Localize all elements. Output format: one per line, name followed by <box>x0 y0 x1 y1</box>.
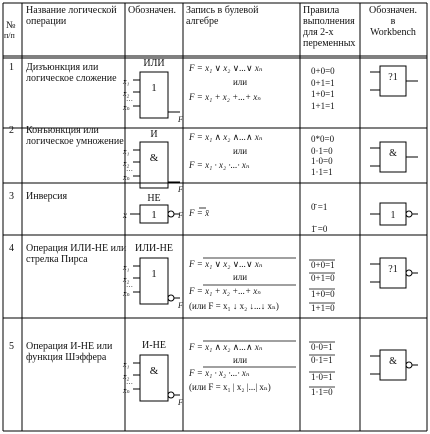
operation-name: логическое умножение <box>26 136 124 147</box>
gate-output-label: F <box>178 115 183 124</box>
header-workbench: Workbench <box>370 27 416 38</box>
gate-input-label: xₙ <box>123 103 130 112</box>
gate-symbol-5 <box>122 355 183 407</box>
operation-name: Дизъюнкция или <box>26 62 99 73</box>
header-algebra: Запись в булевой <box>186 5 259 16</box>
gate-label: & <box>149 152 159 164</box>
gate-input-label: xₙ <box>123 386 130 395</box>
operation-name: Конъюнкция или <box>26 125 99 136</box>
gate-label: & <box>149 365 159 377</box>
row-number: 2 <box>9 125 14 136</box>
rule: 0̄ =1 <box>311 202 328 212</box>
gate-input-label: x₁ <box>123 147 130 156</box>
rule: 0+1=1 <box>311 78 335 88</box>
formula-or: или <box>232 355 248 365</box>
operation-name: Операция ИЛИ-НЕ или <box>26 243 127 254</box>
workbench-label: & <box>389 148 397 159</box>
rule: 1·0=1 <box>311 372 333 382</box>
formula-line: F = x₁ + x₂ +...+ xₙ <box>189 92 261 102</box>
gate-label: 1 <box>151 268 157 280</box>
rule: 0+0=0 <box>311 66 335 76</box>
rule: 1+0=0 <box>311 289 335 299</box>
formula-line: F = x₁ · x₂ ·...· xₙ <box>189 368 250 378</box>
formula-line: F = x₁ ∨ x₂ ∨...∨ xₙ <box>189 259 263 269</box>
row-number: 4 <box>9 243 14 254</box>
workbench-symbol-1 <box>370 66 418 96</box>
header-workbench: в <box>390 16 396 27</box>
operation-name: функция Шэффера <box>26 352 107 363</box>
header-rules: для 2-х <box>303 27 334 38</box>
rule: 1·0=0 <box>311 156 333 166</box>
gate-label: 1 <box>151 82 157 94</box>
workbench-label: & <box>389 356 397 367</box>
gate-input-label: x₂ <box>123 159 130 168</box>
formula-or: или <box>232 146 248 156</box>
gate-symbol-4 <box>122 258 183 310</box>
workbench-symbol-4 <box>370 258 418 288</box>
row-number: 3 <box>9 191 14 202</box>
rule: 1+1=0 <box>311 303 335 313</box>
gate-symbol-3 <box>122 205 183 223</box>
rule: 0+0=1 <box>311 260 335 270</box>
rule: 1+1=1 <box>311 101 335 111</box>
gate-label: 1 <box>151 209 157 221</box>
formula-or: или <box>232 272 248 282</box>
rule: 1·1=0 <box>311 387 333 397</box>
gate-input-label: xₙ <box>123 173 130 182</box>
workbench-symbol-2 <box>370 142 418 172</box>
gate-output-label: F <box>178 398 183 407</box>
formula-line: (или F = x₁ | x₂ |...| xₙ) <box>189 382 271 392</box>
rule: 0·1=0 <box>311 146 333 156</box>
workbench-symbol-3 <box>370 203 418 225</box>
workbench-label: ?1 <box>388 264 398 275</box>
symbol-title: ИЛИ-НЕ <box>135 243 173 254</box>
formula-line: F = x₁ ∧ x₂ ∧...∧ xₙ <box>189 342 263 352</box>
rule: 0·0=1 <box>311 342 333 352</box>
rule: 1+0=1 <box>311 89 335 99</box>
operation-name: Операция И-НЕ или <box>26 341 113 352</box>
gate-symbol-2 <box>122 142 183 194</box>
formula-or: или <box>232 77 248 87</box>
formula-line: F = x̄ <box>189 208 210 218</box>
gate-input-label: x <box>123 210 127 220</box>
header-rules: переменных <box>303 38 356 49</box>
header-num: № <box>6 20 16 31</box>
header-num-sub: п/п <box>4 31 15 40</box>
symbol-title: И <box>150 129 158 140</box>
header-workbench: Обозначен. <box>369 5 417 16</box>
rule: 0*0=0 <box>311 134 335 144</box>
header-name: Название логической <box>26 5 117 16</box>
header-rules: Правила <box>303 5 340 16</box>
ellipsis: … <box>126 95 133 103</box>
formula-line: F = x₁ + x₂ +...+ xₙ <box>189 286 261 296</box>
rule: 0·1=1 <box>311 355 333 365</box>
gate-output-label: F <box>178 211 183 220</box>
formula-line: F = x₁ ∧ x₂ ∧...∧ xₙ <box>189 132 263 142</box>
row-number: 5 <box>9 341 14 352</box>
rule: 1·1=1 <box>311 167 333 177</box>
workbench-label: ?1 <box>388 72 398 83</box>
rule: 1̄ =0 <box>311 224 328 234</box>
workbench-label: 1 <box>390 210 396 221</box>
ellipsis: … <box>126 281 133 289</box>
header-algebra: алгебре <box>186 16 219 27</box>
symbol-title: И-НЕ <box>142 340 166 351</box>
operation-name: логическое сложение <box>26 73 117 84</box>
gate-output-label: F <box>178 185 183 194</box>
gate-input-label: xₙ <box>123 289 130 298</box>
formula-line: (или F = x₁ ↓ x₂ ↓...↓ xₙ) <box>189 301 279 311</box>
symbol-title: НЕ <box>147 193 161 204</box>
gate-input-label: x₂ <box>123 275 130 284</box>
ellipsis: … <box>126 378 133 386</box>
gate-input-label: x₁ <box>123 77 130 86</box>
rule: 0+1=0 <box>311 273 335 283</box>
operation-name: стрелка Пирса <box>26 254 88 265</box>
header-symbol: Обозначен. <box>128 5 176 16</box>
formula-line: F = x₁ · x₂ ·...· xₙ <box>189 160 250 170</box>
gate-input-label: x₁ <box>123 360 130 369</box>
gate-input-label: x₂ <box>123 372 130 381</box>
ellipsis: … <box>126 165 133 173</box>
symbol-title: ИЛИ <box>143 58 165 69</box>
gate-output-label: F <box>178 301 183 310</box>
header-name: операции <box>26 16 67 27</box>
workbench-symbol-5 <box>370 350 418 380</box>
operation-name: Инверсия <box>26 191 68 202</box>
gate-input-label: x₂ <box>123 89 130 98</box>
gate-input-label: x₁ <box>123 263 130 272</box>
formula-line: F = x₁ ∨ x₂ ∨...∨ xₙ <box>189 63 263 73</box>
row-number: 1 <box>9 62 14 73</box>
header-rules: выполнения <box>303 16 355 27</box>
gate-symbol-1 <box>122 72 183 124</box>
